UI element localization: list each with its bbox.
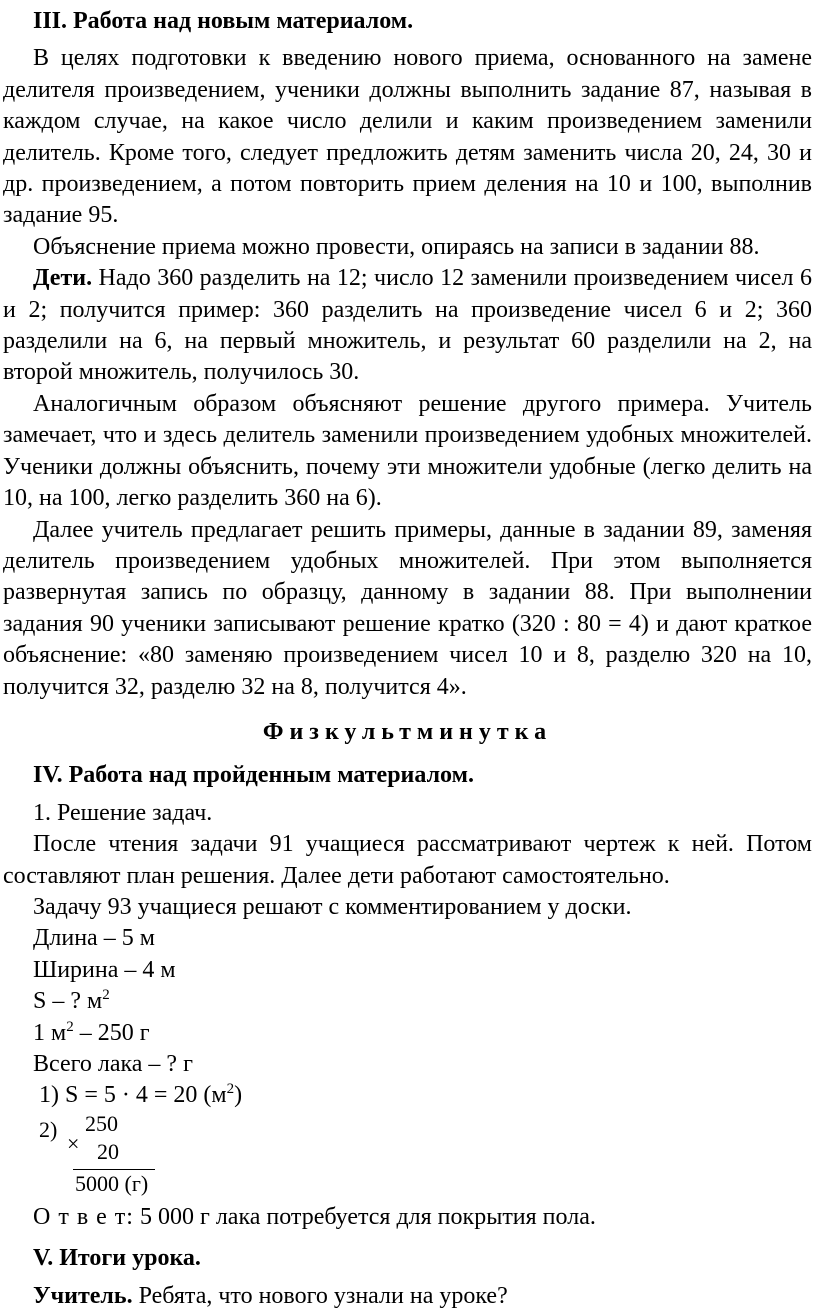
section-5-heading: V. Итоги урока. (33, 1245, 201, 1272)
condition-total: Всего лака – ? г (33, 1051, 193, 1077)
section-3-paragraph-2: Объяснение приема можно провести, опираясь на записи в задании 88. (33, 233, 760, 260)
children-speech: Надо 360 разделить на 12; число 12 заменили произведением чисел 6 и 2; получится пример: 360 разделить на произведение чисел 6 и 2; 360 разделили на 6, на первый множитель, и результат 60 разделили на 2, на второй множитель, получилось 30. (3, 265, 812, 386)
section-3-paragraph-5: Далее учитель предлагает решить примеры, данные в задании 89, заменяя делитель произведением удобных множителей. При этом выполняется развернутая запись по образцу, данному в задании 88. При выполнении задания 90 ученики записывают решение кратко (320 : 80 = 4) и дают краткое объяснение: «80 заменяю произведением чисел 10 и 8, разделю 320 на 10, получится 32, разделю 32 на 8, получится 4». (3, 516, 812, 700)
teacher-label: Учитель. (33, 1282, 133, 1309)
section-4-paragraph-1: После чтения задачи 91 учащиеся рассматривают чертеж к ней. Потом составляют план решения. Далее дети работают самостоятельно. (3, 831, 812, 889)
calc-multiplicand: 250 (85, 1110, 118, 1136)
calc-sign: × (67, 1130, 80, 1156)
section-3-paragraph-3 (3, 263, 812, 389)
section-3-paragraph-1: В целях подготовки к введению нового приема, основанного на замене делителя произведением, ученики должны выполнить задание 87, называя в каждом случае, на какое число делили и каким произведением заменили делитель. Кроме того, следует предложить детям заменить числа 20, 24, 30 и др. произведением, а потом повторить прием деления на 10 и 100, выполнив задание 95. (3, 45, 812, 229)
condition-width: Ширина – 4 м (33, 956, 176, 983)
answer-label: О т в е т: (33, 1203, 134, 1230)
teacher-text: Ребята, что нового узнали на уроке? (132, 1282, 508, 1309)
answer-line (3, 1202, 812, 1233)
section-3-paragraph-4: Аналогичным образом объясняют решение другого примера. Учитель замечает, что и здесь делитель заменили произведением удобных множителей. Ученики должны объяснить, почему эти множители удобные (легко делить на 10, на 100, легко разделить 360 на 6). (3, 390, 812, 512)
section-3-heading: III. Работа над новым материалом. (33, 8, 414, 34)
calc-multiplier: 20 (97, 1138, 119, 1164)
section-4-paragraph-2: Задачу 93 учащиеся решают с комментированием у доски. (33, 893, 632, 920)
calc-step-label: 2) (39, 1116, 58, 1142)
teacher-question (3, 1281, 812, 1312)
solution-step-1: 1) S = 5 · 4 = 20 $(м^2)$ (39, 1081, 243, 1109)
calc-result: 5000 (г) (75, 1170, 149, 1196)
calc-underline (73, 1169, 155, 1170)
children-label: Дети. (33, 265, 93, 292)
section-4-heading: IV. Работа над пройденным материалом. (33, 762, 474, 789)
condition-length: Длина – 5 м (33, 925, 155, 952)
break-title: Физкультминутка (262, 718, 553, 745)
condition-area: S – ? $м^2$ (33, 987, 110, 1015)
answer-text: 5 000 г лака потребуется для покрытия пола. (133, 1203, 596, 1230)
column-multiplication (39, 1110, 169, 1198)
condition-rate: 1 $м^2 - 250$ г (33, 1018, 150, 1046)
task-solving-item: 1. Решение задач. (33, 799, 213, 826)
